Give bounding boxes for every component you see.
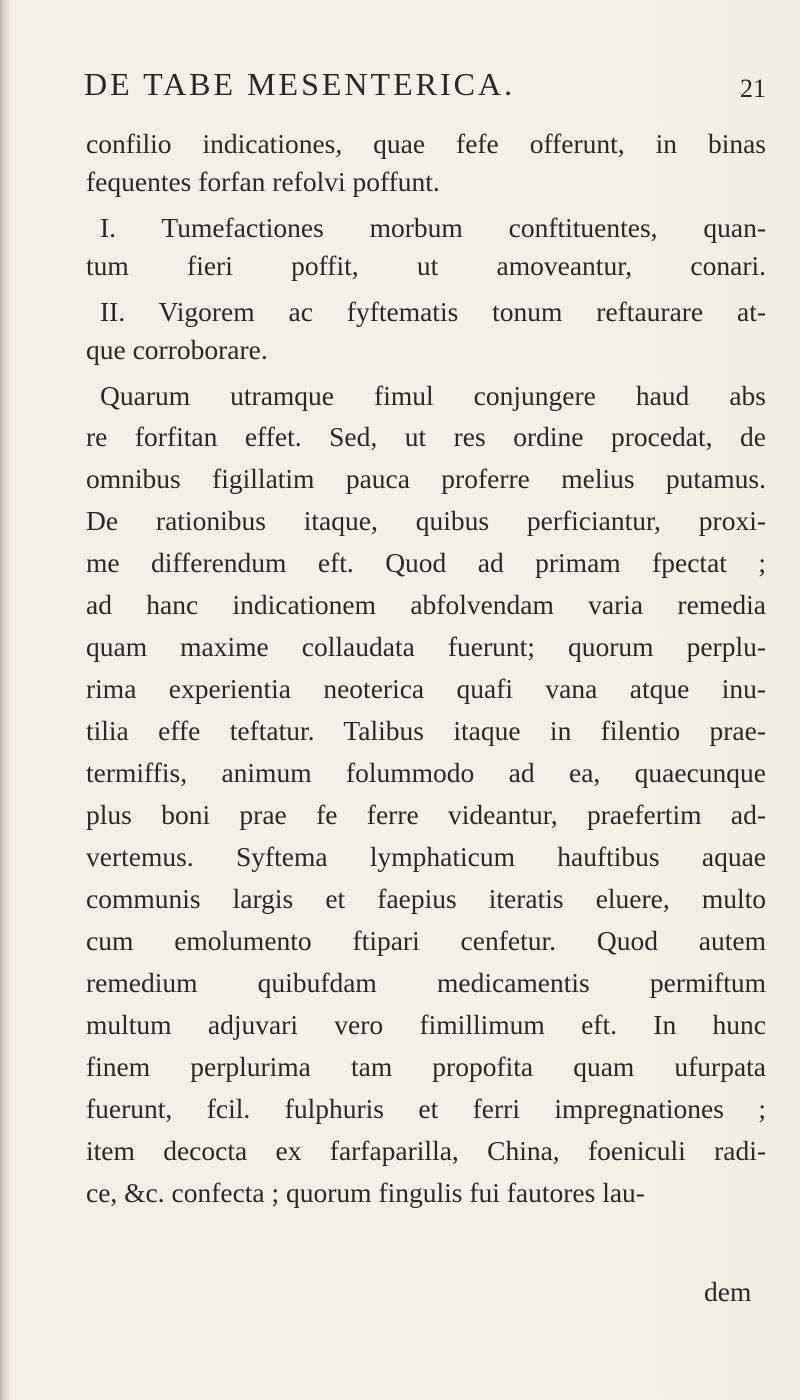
running-title: DE TABE MESENTERICA. xyxy=(84,66,516,102)
text-line-8: re forfitan effet. Sed, ut res ordine procedat, de xyxy=(86,421,766,452)
text-line-21: remedium quibufdam medicamentis permiftum xyxy=(86,967,766,998)
text-line-24: fuerunt, fcil. fulphuris et ferri impregnationes ; xyxy=(86,1093,766,1124)
text-line-13: quam maxime collaudata fuerunt; quorum perplu- xyxy=(86,631,766,662)
text-line-22: multum adjuvari vero fimillimum eft. In hunc xyxy=(86,1009,766,1040)
text-line-2: fequentes forfan refolvi poffunt. xyxy=(86,166,440,197)
text-line-7: Quarum utramque fimul conjungere haud abs xyxy=(100,380,766,411)
text-line-26: ce, &c. confecta ; quorum fingulis fui fautores lau- xyxy=(86,1177,645,1208)
text-line-9: omnibus figillatim pauca proferre melius putamus. xyxy=(86,463,766,494)
page-number: 21 xyxy=(740,74,766,103)
text-line-4: tum fieri poffit, ut amoveantur, conari. xyxy=(86,250,766,281)
text-line-23: finem perplurima tam propofita quam ufurpata xyxy=(86,1051,766,1082)
text-line-3: I. Tumefactiones morbum conftituentes, quan- xyxy=(100,212,766,243)
text-line-16: termiffis, animum folummodo ad ea, quaecunque xyxy=(86,757,766,788)
text-line-10: De rationibus itaque, quibus perficiantur, proxi- xyxy=(86,505,766,536)
text-line-12: ad hanc indicationem abfolvendam varia remedia xyxy=(86,589,766,620)
text-line-15: tilia effe teftatur. Talibus itaque in filentio prae- xyxy=(86,715,766,746)
catchword: dem xyxy=(704,1276,752,1307)
text-line-14: rima experientia neoterica quafi vana atque inu- xyxy=(86,673,766,704)
text-line-25: item decocta ex farfaparilla, China, foeniculi radi- xyxy=(86,1135,766,1166)
text-line-1: confilio indicationes, quae fefe offerunt, in binas xyxy=(86,128,766,159)
text-line-5: II. Vigorem ac fyftematis tonum reftaurare at- xyxy=(100,296,766,327)
text-line-18: vertemus. Syftema lymphaticum hauftibus aquae xyxy=(86,841,766,872)
text-line-20: cum emolumento ftipari cenfetur. Quod autem xyxy=(86,925,766,956)
text-line-6: que corroborare. xyxy=(86,334,268,365)
text-line-17: plus boni prae fe ferre videantur, praefertim ad- xyxy=(86,799,766,830)
text-line-11: me differendum eft. Quod ad primam fpectat ; xyxy=(86,547,766,578)
text-line-19: communis largis et faepius iteratis eluere, multo xyxy=(86,883,766,914)
